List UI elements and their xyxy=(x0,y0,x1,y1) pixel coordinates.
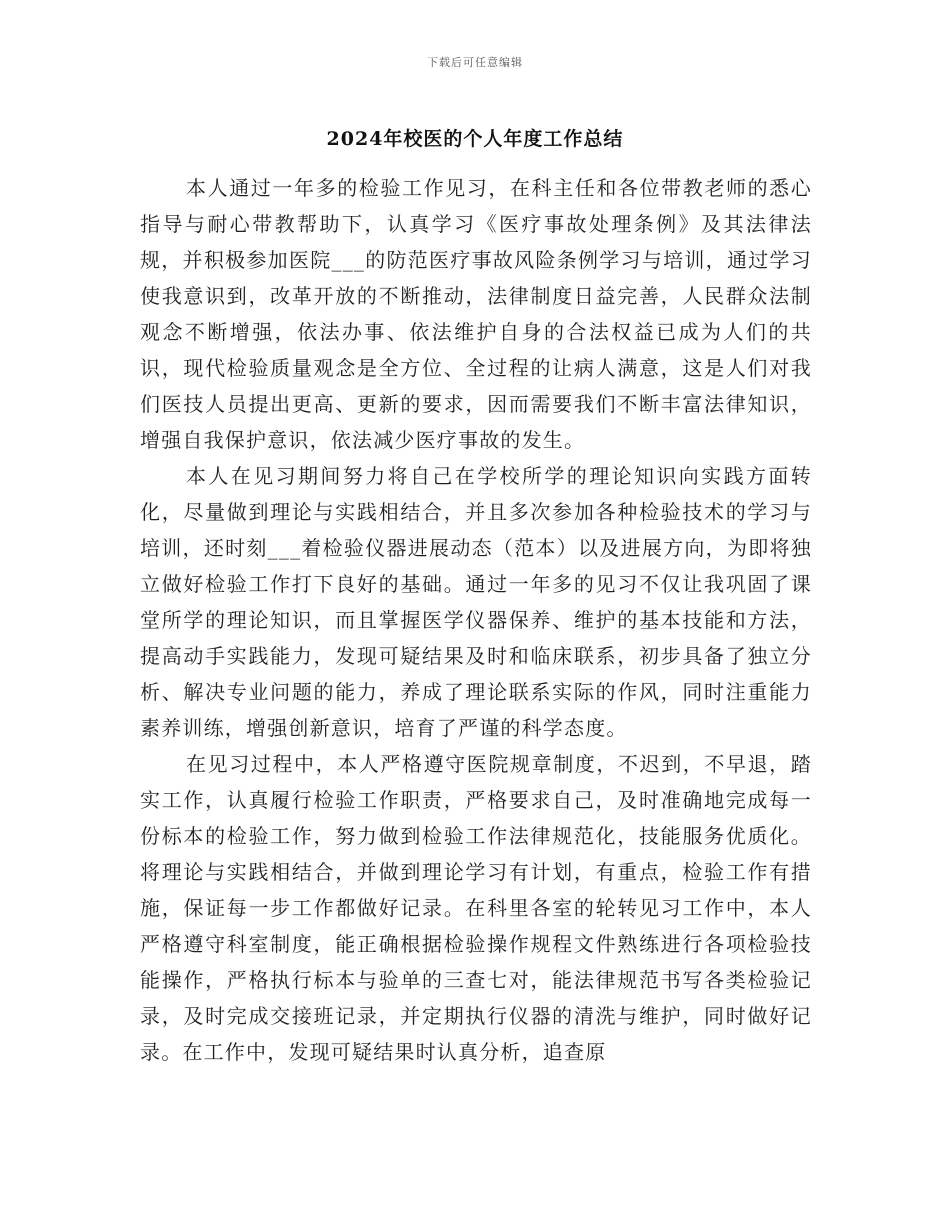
paragraph-3: 在见习过程中，本人严格遵守医院规章制度，不迟到，不早退，踏实工作，认真履行检验工作职责，严格要求自己，及时准确地完成每一份标本的检验工作，努力做到检验工作法律规范化，技能服务优质化。将理论与实践相结合，并做到理论学习有计划，有重点，检验工作有措施，保证每一步工作都做好记录。在科里各室的轮转见习工作中，本人严格遵守科室制度，能正确根据检验操作规程文件熟练进行各项检验技能操作，严格执行标本与验单的三查七对，能法律规范书写各类检验记录，及时完成交接班记录，并定期执行仪器的清洗与维护，同时做好记录。在工作中，发现可疑结果时认真分析，追查原 xyxy=(140,752,812,1064)
paragraph-1: 本人通过一年多的检验工作见习，在科主任和各位带教老师的悉心指导与耐心带教帮助下，认真学习《医疗事故处理条例》及其法律法规，并积极参加医院___的防范医疗事故风险条例学习与培训，通过学习使我意识到，改革开放的不断推动，法律制度日益完善，人民群众法制观念不断增强，依法办事、依法维护自身的合法权益已成为人们的共识，现代检验质量观念是全方位、全过程的让病人满意，这是人们对我们医技人员提出更高、更新的要求，因而需要我们不断丰富法律知识，增强自我保护意识，依法减少医疗事故的发生。 xyxy=(140,176,812,452)
document-body xyxy=(140,170,812,1070)
document-title: 2024年校医的个人年度工作总结 xyxy=(326,128,624,150)
paragraph-2: 本人在见习期间努力将自己在学校所学的理论知识向实践方面转化，尽量做到理论与实践相结合，并且多次参加各种检验技术的学习与培训，还时刻___着检验仪器进展动态（范本）以及进展方向，为即将独立做好检验工作打下良好的基础。通过一年多的见习不仅让我巩固了课堂所学的理论知识，而且掌握医学仪器保养、维护的基本技能和方法，提高动手实践能力，发现可疑结果及时和临床联系，初步具备了独立分析、解决专业问题的能力，养成了理论联系实际的作风，同时注重能力素养训练，增强创新意识，培育了严谨的科学态度。 xyxy=(140,464,812,740)
header-note: 下载后可任意编辑 xyxy=(427,56,523,69)
